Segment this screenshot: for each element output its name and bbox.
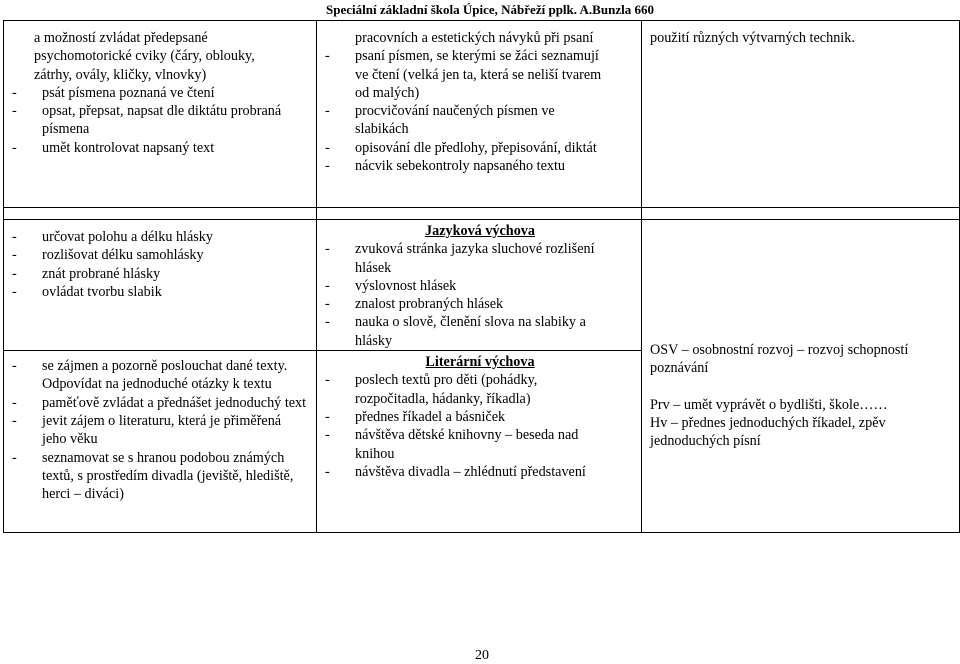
outputs-cell	[4, 351, 317, 533]
list-item: - přednes říkadel a básniček	[325, 408, 506, 425]
osv-text: OSV – osobnostní rozvoj – rozvoj schopností poznávání	[650, 342, 909, 377]
list-item: - rozlišovat délku samohlásky	[12, 247, 204, 264]
intro-line: pracovních a estetických návyků při psaní	[355, 30, 594, 46]
list-item: - návštěva divadla – zhlédnutí představení	[325, 463, 586, 480]
list-item: - se zájmen a pozorně poslouchat dané texty. Odpovídat na jednoduché otázky k textu	[12, 358, 288, 393]
prv-text: Prv – umět vyprávět o bydlišti, škole……	[650, 396, 888, 413]
list-item: - opsat, přepsat, napsat dle diktátu probraná písmena	[12, 103, 282, 138]
list-item: - nácvik sebekontroly napsaného textu	[325, 158, 565, 175]
list-item: - procvičování naučených písmen ve slabikách	[325, 103, 555, 138]
content-cell	[317, 21, 642, 208]
intro-line: zátrhy, ovály, kličky, vlnovky)	[34, 66, 207, 83]
outputs-cell	[4, 21, 317, 208]
list-item: - znát probrané hlásky	[12, 265, 161, 282]
outputs-cell	[4, 220, 317, 351]
list-item: - určovat polohu a délku hlásky	[12, 229, 213, 245]
list-item: - ovládat tvorbu slabik	[12, 283, 162, 300]
list-item: - výslovnost hlásek	[325, 277, 457, 294]
curriculum-table	[3, 20, 960, 533]
content-cell	[317, 351, 642, 533]
list-item: - paměťově zvládat a přednášet jednoduchý text	[12, 394, 307, 411]
section-heading: Literární výchova	[425, 354, 535, 371]
table-row-gap	[4, 208, 960, 220]
crosscurricular-text: použití různých výtvarných technik.	[650, 30, 855, 46]
hv-text: Hv – přednes jednoduchých říkadel, zpěv jednoduchých písní	[650, 415, 886, 450]
table-row	[4, 220, 960, 351]
page-number: 20	[475, 648, 489, 663]
list-item: - návštěva dětské knihovny – beseda nad knihou	[325, 427, 579, 462]
list-item: - psaní písmen, se kterými se žáci seznamují ve čtení (velká jen ta, která se neliší tvarem od malých)	[325, 48, 602, 101]
list-item: - seznamovat se s hranou podobou známých textů, s prostředím divadla (jeviště, hlediště, herci – diváci)	[12, 449, 294, 503]
content-cell	[317, 220, 642, 351]
page-header: Speciální základní škola Úpice, Nábřeží pplk. A.Bunzla 660	[326, 2, 654, 17]
section-heading: Jazyková výchova	[425, 223, 535, 239]
table-row	[4, 21, 960, 208]
list-item: - poslech textů pro děti (pohádky, rozpočitadla, hádanky, říkadla)	[325, 372, 538, 407]
intro-line: a možností zvládat předepsané	[34, 30, 208, 46]
crosscurricular-cell	[642, 220, 960, 533]
crosscurricular-cell	[642, 21, 960, 208]
list-item: - znalost probraných hlásek	[325, 296, 504, 313]
list-item: - opisování dle předlohy, přepisování, diktát	[325, 139, 597, 156]
list-item: - nauka o slově, členění slova na slabiky a hlásky	[325, 314, 586, 349]
intro-line: psychomotorické cviky (čáry, oblouky,	[34, 48, 255, 65]
list-item: - zvuková stránka jazyka sluchové rozlišení hlásek	[325, 241, 595, 276]
list-item: - umět kontrolovat napsaný text	[12, 139, 215, 156]
list-item: - psát písmena poznaná ve čtení	[12, 84, 215, 101]
list-item: - jevit zájem o literaturu, která je přiměřená jeho věku	[12, 412, 282, 448]
